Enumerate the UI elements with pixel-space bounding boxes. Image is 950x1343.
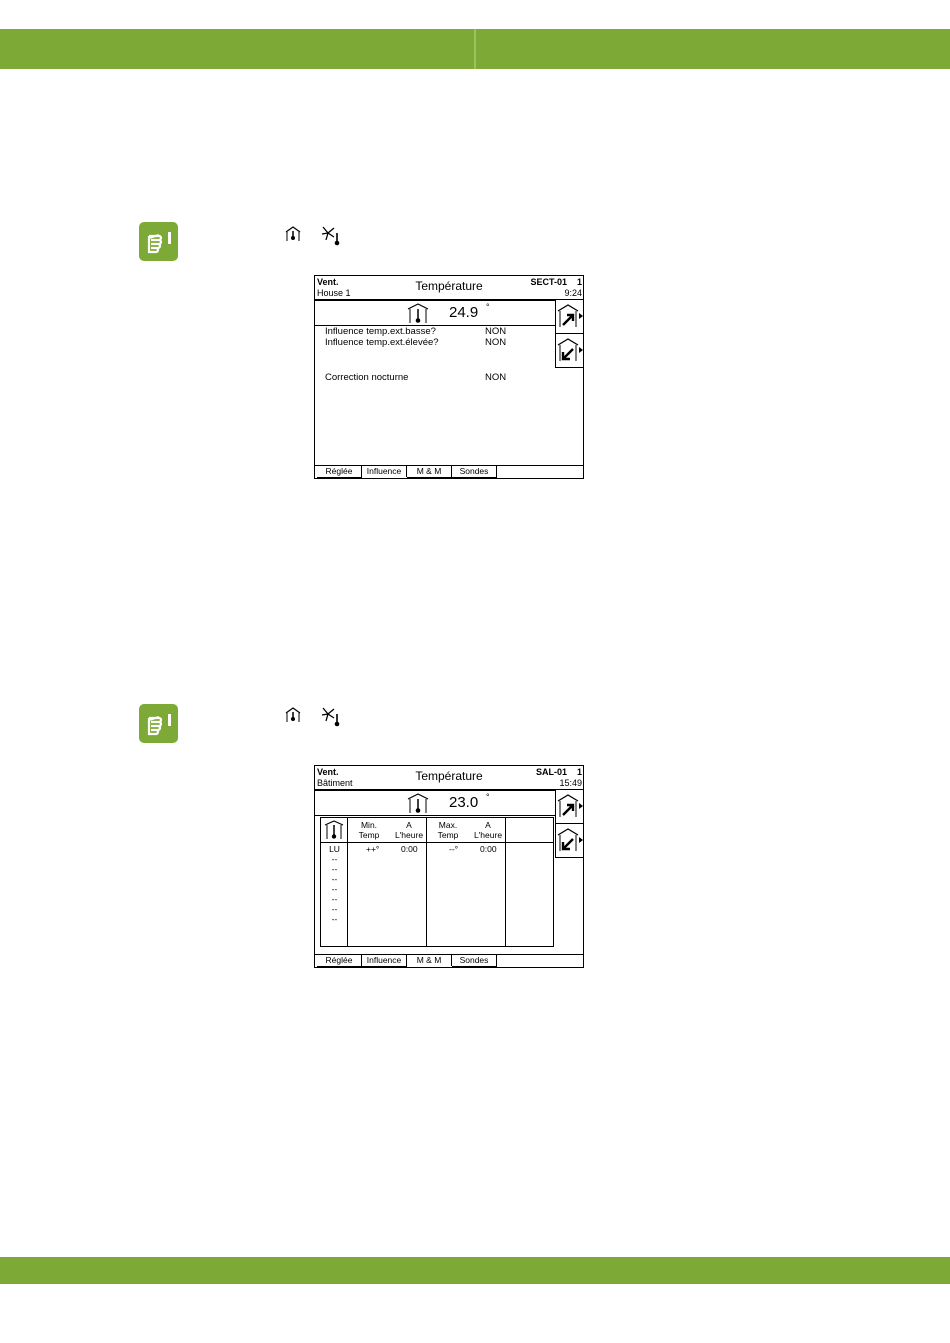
temperature-value: 24.9 xyxy=(449,304,479,321)
house-arrow-out-button[interactable] xyxy=(556,790,584,824)
house-thermometer-icon xyxy=(284,225,302,243)
screen-location: Bâtiment xyxy=(317,778,353,788)
setting-label: Influence temp.ext.élevée? xyxy=(325,337,439,348)
col-header-top: Max. xyxy=(438,820,458,830)
col-header-bottom: L'heure xyxy=(473,830,503,840)
house-arrow-out-button[interactable] xyxy=(556,300,584,334)
setting-value: NON xyxy=(485,372,507,383)
side-buttons xyxy=(555,300,584,368)
house-arrow-out-icon xyxy=(557,303,583,329)
col-max-temp-header xyxy=(430,820,466,840)
thermometer-icon xyxy=(407,793,429,814)
screen-location: House 1 xyxy=(317,288,351,298)
max-time-value: 0:00 xyxy=(480,844,497,854)
header-bar-seam xyxy=(474,29,476,69)
divider xyxy=(321,842,553,843)
tab-sondes[interactable]: Sondes xyxy=(452,466,497,478)
max-temp-value: --° xyxy=(449,844,459,854)
day-label: -- xyxy=(331,894,338,904)
screen-title: Température xyxy=(415,769,483,783)
list-item[interactable] xyxy=(325,337,525,348)
min-time-value: 0:00 xyxy=(401,844,418,854)
header-bar xyxy=(0,29,950,69)
tab-sondes[interactable]: Sondes xyxy=(452,955,497,967)
house-thermometer-icon xyxy=(284,706,302,724)
pointing-hand-icon xyxy=(139,222,178,261)
col-min-temp-header xyxy=(351,820,387,840)
section-code: SECT-01 xyxy=(530,277,567,287)
temperature-readout xyxy=(315,790,555,816)
pointing-hand-icon xyxy=(139,704,178,743)
screen-category: Vent. xyxy=(317,277,339,287)
screen-header xyxy=(315,766,583,790)
col-header-top: A xyxy=(485,820,491,830)
screen-header xyxy=(315,276,583,300)
min-temp-value: ++° xyxy=(366,844,380,854)
tab-influence[interactable]: Influence xyxy=(362,466,407,477)
tab-m-et-m[interactable]: M & M xyxy=(407,466,452,478)
fan-thermometer-icon xyxy=(320,225,342,247)
setting-value: NON xyxy=(485,337,507,348)
house-arrow-in-button[interactable] xyxy=(556,824,584,858)
section-code: SAL-01 xyxy=(535,767,567,777)
icon-group xyxy=(284,706,342,728)
tab-reglee[interactable]: Réglée xyxy=(317,466,362,478)
thermometer-icon xyxy=(407,303,429,324)
col-min-time-header xyxy=(391,820,427,840)
day-column xyxy=(321,844,348,924)
list-item[interactable] xyxy=(325,326,525,337)
tab-bar xyxy=(315,465,583,478)
day-label: -- xyxy=(331,874,338,884)
side-buttons xyxy=(555,790,584,858)
min-max-table xyxy=(320,817,554,947)
section-number: 1 xyxy=(576,277,582,287)
setting-label: Influence temp.ext.basse? xyxy=(325,326,436,337)
house-arrow-out-icon xyxy=(557,793,583,819)
icon-group xyxy=(284,225,342,247)
controller-screen-influence xyxy=(314,275,584,479)
col-max-time-header xyxy=(470,820,506,840)
house-arrow-in-button[interactable] xyxy=(556,334,584,368)
clock-time: 15:49 xyxy=(559,778,582,788)
day-label: LU xyxy=(329,844,340,854)
day-label: -- xyxy=(331,904,338,914)
house-arrow-in-icon xyxy=(557,827,583,853)
degree-symbol: ° xyxy=(486,792,490,802)
col-header-bottom: Temp xyxy=(358,830,380,840)
tab-m-et-m[interactable]: M & M xyxy=(407,955,452,966)
house-arrow-in-icon xyxy=(557,337,583,363)
screen-title: Température xyxy=(415,279,483,293)
section-number: 1 xyxy=(576,767,582,777)
col-header-top: A xyxy=(406,820,412,830)
setting-label: Correction nocturne xyxy=(325,372,409,383)
fan-thermometer-icon xyxy=(320,706,342,728)
col-header-bottom: Temp xyxy=(437,830,459,840)
list-item[interactable] xyxy=(325,372,525,383)
temperature-readout xyxy=(315,300,555,326)
col-header-bottom: L'heure xyxy=(394,830,424,840)
day-label: -- xyxy=(331,884,338,894)
thermometer-icon xyxy=(324,820,344,840)
clock-time: 9:24 xyxy=(564,288,582,298)
col-header-top: Min. xyxy=(360,820,378,830)
setting-value: NON xyxy=(485,326,507,337)
tab-bar xyxy=(315,954,583,967)
footer-bar xyxy=(0,1257,950,1284)
temperature-value: 23.0 xyxy=(449,794,479,811)
screen-category: Vent. xyxy=(317,767,339,777)
day-label: -- xyxy=(331,854,338,864)
tab-reglee[interactable]: Réglée xyxy=(317,955,362,967)
degree-symbol: ° xyxy=(486,302,490,312)
day-label: -- xyxy=(331,914,338,924)
day-label: -- xyxy=(331,864,338,874)
controller-screen-min-max xyxy=(314,765,584,968)
tab-influence[interactable]: Influence xyxy=(362,955,407,967)
